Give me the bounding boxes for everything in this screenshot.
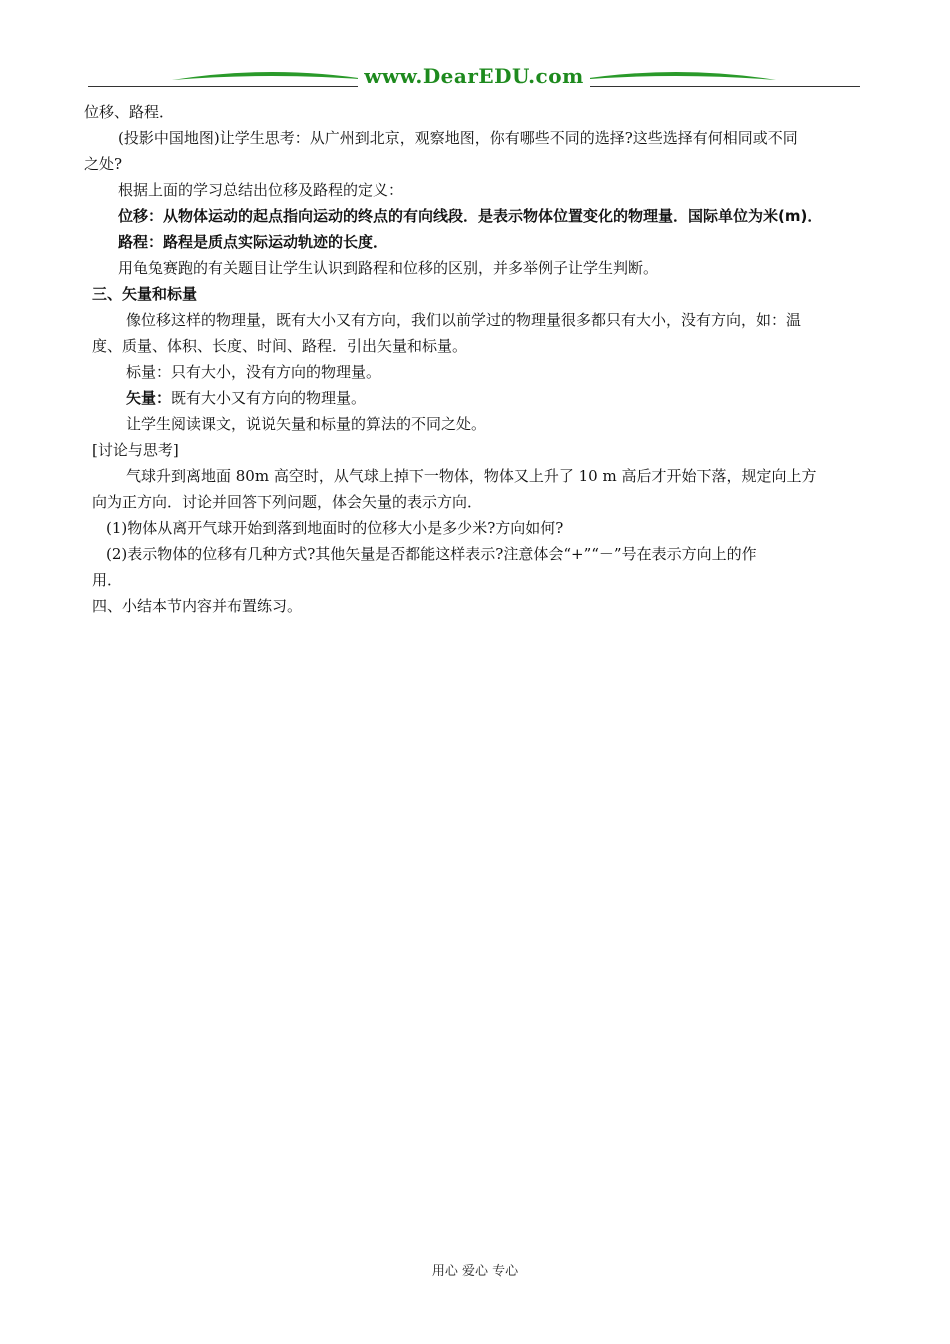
definition-distance: 路程：路程是质点实际运动轨迹的长度． bbox=[118, 233, 389, 251]
paragraph-line: 向为正方向．讨论并回答下列问题，体会矢量的表示方向． bbox=[92, 493, 483, 511]
paragraph-line: (投影中国地图)让学生思考：从广州到北京，观察地图，你有哪些不同的选择?这些选择有何相同或不同 bbox=[118, 129, 798, 147]
question-item: (2)表示物体的位移有几种方式?其他矢量是否都能这样表示?注意体会“+”“－”号在表示方向上的作 bbox=[106, 545, 757, 563]
page-header bbox=[88, 62, 860, 92]
paragraph-line: 度、质量、体积、长度、时间、路程．引出矢量和标量。 bbox=[92, 337, 468, 355]
definition-vector bbox=[126, 388, 366, 408]
discussion-heading: [讨论与思考] bbox=[92, 441, 179, 459]
paragraph-line: 位移、路程． bbox=[84, 103, 175, 121]
vector-text: 既有大小又有方向的物理量。 bbox=[171, 389, 367, 407]
question-item: (1)物体从离开气球开始到落到地面时的位移大小是多少米?方向如何? bbox=[106, 519, 564, 537]
paragraph-line: 用龟兔赛跑的有关题目让学生认识到路程和位移的区别，并多举例子让学生判断。 bbox=[118, 259, 659, 277]
paragraph-line: 之处? bbox=[84, 155, 123, 173]
vector-label: 矢量： bbox=[126, 389, 172, 407]
paragraph-line: 根据上面的学习总结出位移及路程的定义： bbox=[118, 181, 404, 199]
site-logo-text: www.DearEDU.com bbox=[358, 64, 590, 88]
section-heading: 三、矢量和标量 bbox=[92, 285, 198, 303]
paragraph-line: 让学生阅读课文，说说矢量和标量的算法的不同之处。 bbox=[126, 415, 487, 433]
paragraph-line: 气球升到离地面 80m 高空时，从气球上掉下一物体，物体又上升了 10 m 高后才开始下落，规定向上方 bbox=[126, 467, 817, 485]
paragraph-line: 像位移这样的物理量，既有大小又有方向，我们以前学过的物理量很多都只有大小，没有方向，如：温 bbox=[126, 311, 802, 329]
definition-displacement: 位移：从物体运动的起点指向运动的终点的有向线段．是表示物体位置变化的物理量．国际单位为米(m)． bbox=[118, 207, 823, 225]
section-heading: 四、小结本节内容并布置练习。 bbox=[92, 597, 303, 615]
paragraph-line: 用． bbox=[92, 571, 123, 589]
definition-scalar: 标量：只有大小，没有方向的物理量。 bbox=[126, 363, 382, 381]
page-footer: 用心 爱心 专心 bbox=[431, 1264, 519, 1279]
